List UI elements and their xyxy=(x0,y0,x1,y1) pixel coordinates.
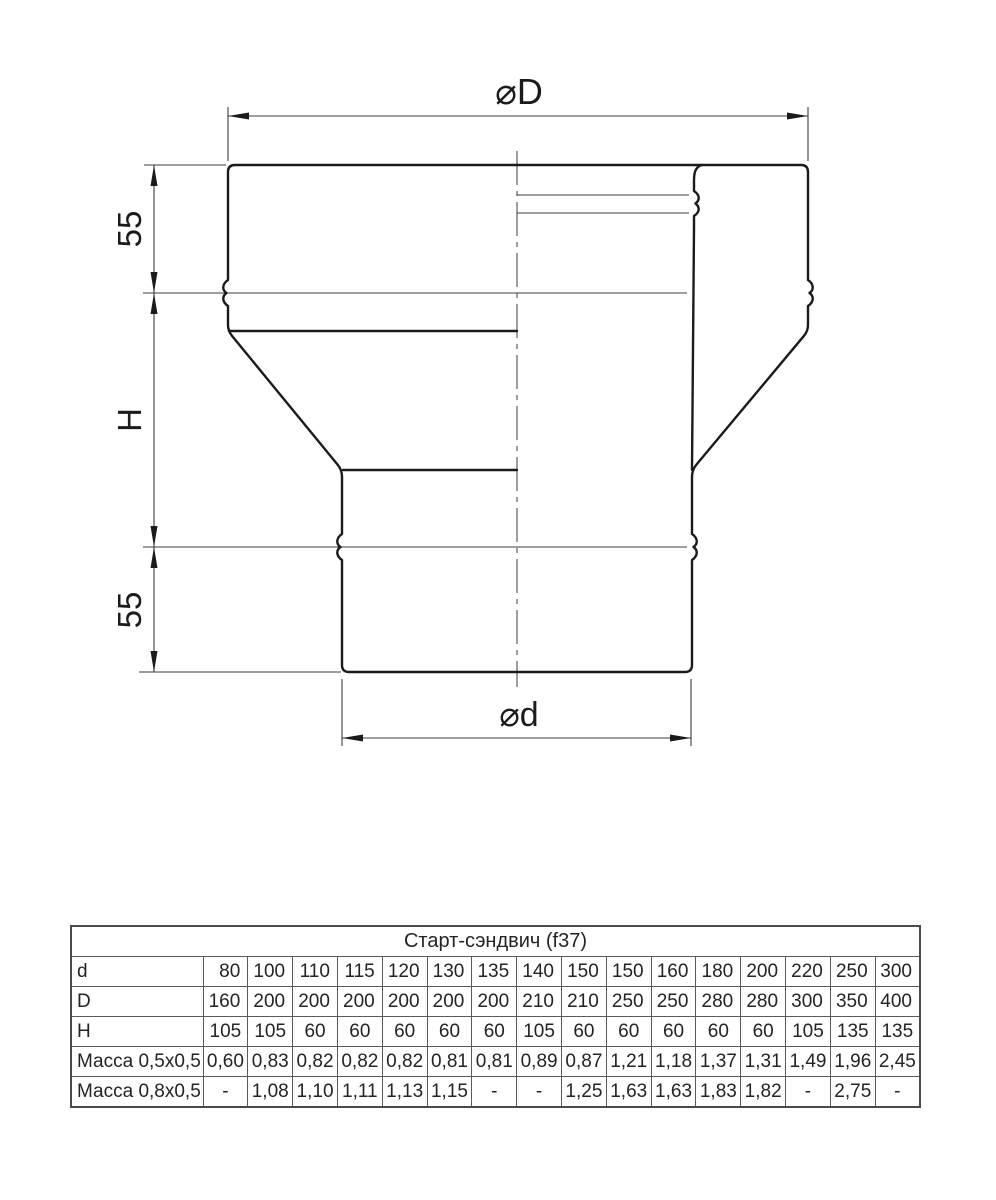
value-cell: 2,45 xyxy=(875,1047,920,1077)
table-title-row xyxy=(71,926,920,957)
joint-lines xyxy=(139,165,689,672)
value-cell: 200 xyxy=(472,987,517,1017)
value-cell: 0,81 xyxy=(427,1047,472,1077)
dimensions-table-body xyxy=(71,957,920,1108)
value-cell: 300 xyxy=(786,987,831,1017)
value-cell: 135 xyxy=(830,1017,875,1047)
value-cell: 210 xyxy=(517,987,562,1017)
value-cell: 250 xyxy=(606,987,651,1017)
value-cell: 200 xyxy=(382,987,427,1017)
value-cell: 150 xyxy=(606,957,651,987)
value-cell: 60 xyxy=(427,1017,472,1047)
value-cell: 1,31 xyxy=(741,1047,786,1077)
value-cell: 1,10 xyxy=(293,1077,338,1108)
arrowhead-top-up xyxy=(151,165,158,186)
value-cell: 160 xyxy=(203,987,248,1017)
dimension-bottom-diameter xyxy=(342,679,691,746)
value-cell: 120 xyxy=(382,957,427,987)
value-cell: 0,83 xyxy=(248,1047,293,1077)
value-cell: 1,11 xyxy=(337,1077,382,1108)
row-label: d xyxy=(71,957,203,987)
value-cell: 400 xyxy=(875,987,920,1017)
value-cell: 300 xyxy=(875,957,920,987)
value-cell: 1,13 xyxy=(382,1077,427,1108)
table-title: Старт-сэндвич (f37) xyxy=(71,926,920,957)
dim-label-outer-diameter: ⌀D xyxy=(495,71,543,112)
dim-label-upper-height: 55 xyxy=(111,210,148,248)
table-row xyxy=(71,957,920,987)
dimensions-table xyxy=(70,925,921,1108)
value-cell: 0,89 xyxy=(517,1047,562,1077)
value-cell: 100 xyxy=(248,957,293,987)
value-cell: 250 xyxy=(830,957,875,987)
value-cell: 135 xyxy=(472,957,517,987)
value-cell: 105 xyxy=(248,1017,293,1047)
value-cell: 135 xyxy=(875,1017,920,1047)
value-cell: - xyxy=(517,1077,562,1108)
row-label: H xyxy=(71,1017,203,1047)
dimension-height-chain xyxy=(111,165,158,672)
arrowhead-547-up xyxy=(151,547,158,568)
row-label: Масса 0,5x0,5 xyxy=(71,1047,203,1077)
dim-label-lower-height: 55 xyxy=(111,591,148,629)
value-cell: 0,82 xyxy=(382,1047,427,1077)
value-cell: 1,96 xyxy=(830,1047,875,1077)
value-cell: 200 xyxy=(337,987,382,1017)
value-cell: 0,60 xyxy=(203,1047,248,1077)
row-label: Масса 0,8x0,5 xyxy=(71,1077,203,1108)
value-cell: 130 xyxy=(427,957,472,987)
arrowhead-293-down xyxy=(151,272,158,293)
value-cell: 200 xyxy=(293,987,338,1017)
value-cell: 1,49 xyxy=(786,1047,831,1077)
value-cell: 1,63 xyxy=(651,1077,696,1108)
part-outline xyxy=(223,165,812,672)
value-cell: 0,82 xyxy=(337,1047,382,1077)
value-cell: 1,25 xyxy=(562,1077,607,1108)
value-cell: 200 xyxy=(248,987,293,1017)
value-cell: 1,82 xyxy=(741,1077,786,1108)
value-cell: 160 xyxy=(651,957,696,987)
value-cell: 1,08 xyxy=(248,1077,293,1108)
value-cell: 280 xyxy=(741,987,786,1017)
value-cell: 105 xyxy=(786,1017,831,1047)
value-cell: 0,87 xyxy=(562,1047,607,1077)
value-cell: 1,37 xyxy=(696,1047,741,1077)
value-cell: 200 xyxy=(741,957,786,987)
value-cell: 350 xyxy=(830,987,875,1017)
arrowhead-right xyxy=(787,113,808,120)
value-cell: 60 xyxy=(651,1017,696,1047)
value-cell: 105 xyxy=(203,1017,248,1047)
value-cell: 1,15 xyxy=(427,1077,472,1108)
value-cell: 60 xyxy=(696,1017,741,1047)
value-cell: 2,75 xyxy=(830,1077,875,1108)
value-cell: 280 xyxy=(696,987,741,1017)
value-cell: - xyxy=(203,1077,248,1108)
value-cell: 210 xyxy=(562,987,607,1017)
value-cell: 250 xyxy=(651,987,696,1017)
arrowhead-left xyxy=(342,735,363,742)
dim-label-middle-height: H xyxy=(111,408,148,432)
table-row xyxy=(71,1077,920,1108)
value-cell: 110 xyxy=(293,957,338,987)
arrowhead-547-down xyxy=(151,526,158,547)
value-cell: 180 xyxy=(696,957,741,987)
outer-contour xyxy=(223,165,812,672)
table-row xyxy=(71,1017,920,1047)
value-cell: 80 xyxy=(203,957,248,987)
inner-pipe-edge xyxy=(692,165,702,470)
value-cell: 150 xyxy=(562,957,607,987)
value-cell: 220 xyxy=(786,957,831,987)
dim-label-bottom-diameter: ⌀d xyxy=(499,696,539,734)
value-cell: 140 xyxy=(517,957,562,987)
value-cell: 0,82 xyxy=(293,1047,338,1077)
value-cell: 60 xyxy=(293,1017,338,1047)
value-cell: 60 xyxy=(472,1017,517,1047)
value-cell: 1,63 xyxy=(606,1077,651,1108)
table-row xyxy=(71,987,920,1017)
value-cell: - xyxy=(786,1077,831,1108)
value-cell: 1,83 xyxy=(696,1077,741,1108)
value-cell: - xyxy=(875,1077,920,1108)
table-row xyxy=(71,1047,920,1077)
value-cell: 60 xyxy=(606,1017,651,1047)
value-cell: - xyxy=(472,1077,517,1108)
value-cell: 60 xyxy=(337,1017,382,1047)
value-cell: 0,81 xyxy=(472,1047,517,1077)
value-cell: 60 xyxy=(562,1017,607,1047)
value-cell: 200 xyxy=(427,987,472,1017)
row-label: D xyxy=(71,987,203,1017)
arrowhead-right xyxy=(670,735,691,742)
dimension-outer-diameter xyxy=(228,71,808,161)
value-cell: 60 xyxy=(741,1017,786,1047)
value-cell: 60 xyxy=(382,1017,427,1047)
arrowhead-293-up xyxy=(151,293,158,314)
arrowhead-left xyxy=(228,113,249,120)
value-cell: 1,18 xyxy=(651,1047,696,1077)
value-cell: 115 xyxy=(337,957,382,987)
value-cell: 1,21 xyxy=(606,1047,651,1077)
value-cell: 105 xyxy=(517,1017,562,1047)
arrowhead-bottom-down xyxy=(151,651,158,672)
